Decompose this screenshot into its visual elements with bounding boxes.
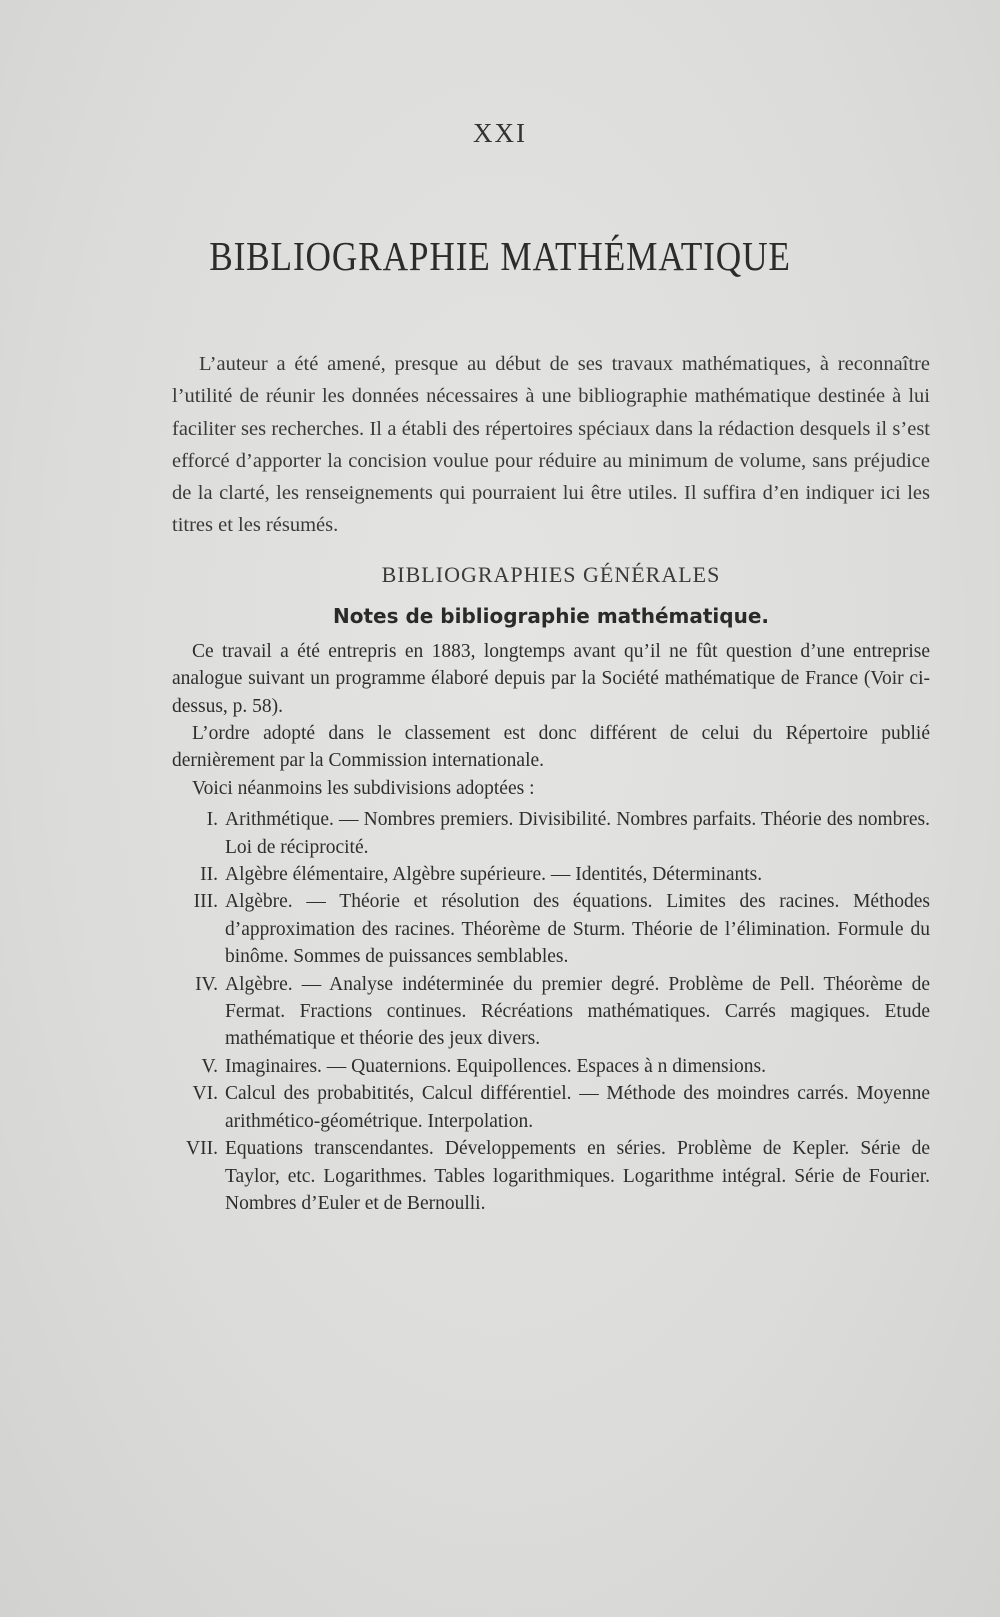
subdivision-item bbox=[172, 806, 930, 861]
subdivision-item bbox=[172, 861, 930, 888]
section-title: BIBLIOGRAPHIES GÉNÉRALES bbox=[381, 561, 721, 587]
subdivision-item bbox=[172, 1135, 930, 1217]
subdivision-number: V. bbox=[201, 1055, 218, 1077]
subdivision-text: Arithmétique. — Nombres premiers. Divisibilité. Nombres parfaits. Théorie des nombres. Loi de réciprocité. bbox=[225, 809, 930, 858]
subdivision-text: Algèbre. — Analyse indéterminée du premier degré. Problème de Pell. Théorème de Fermat. Fractions continues. Récréations mathématiques. Carrés magiques. Etude mathématique et théorie des jeux divers. bbox=[225, 973, 930, 1050]
subdivision-text: Algèbre élémentaire, Algèbre supérieure. — Identités, Déterminants. bbox=[225, 864, 763, 886]
subdivision-number: VII. bbox=[186, 1138, 218, 1160]
page-title: BIBLIOGRAPHIE MATHÉMATIQUE bbox=[209, 233, 791, 279]
page-content bbox=[172, 348, 930, 1217]
subdivision-text: Equations transcendantes. Développements en séries. Problème de Kepler. Série de Taylor, etc. Logarithmes. Tables logarithmiques. Logarithme intégral. Série de Fourier. Nombres d’Euler et de Bernoulli. bbox=[225, 1138, 930, 1214]
subsection-title: Notes de bibliographie mathématique. bbox=[332, 603, 770, 628]
subdivision-item bbox=[172, 971, 930, 1053]
subdivision-text: Calcul des probabitités, Calcul différentiel. — Méthode des moindres carrés. Moyenne arithmético-géométrique. Interpolation. bbox=[225, 1083, 930, 1132]
subdivision-number: II. bbox=[200, 864, 218, 886]
subdivision-item bbox=[172, 1053, 930, 1080]
section-paragraph-1: Ce travail a été entrepris en 1883, longtemps avant qu’il ne fût question d’une entreprise analogue suivant un programme élaboré depuis par la Société mathématique de France (Voir ci-dessus, p. 58). bbox=[172, 640, 930, 717]
page-number: XXI bbox=[473, 118, 527, 148]
subdivision-list bbox=[172, 806, 930, 1217]
section-paragraph-3: Voici néanmoins les subdivisions adoptées : bbox=[192, 777, 535, 799]
subdivision-number: I. bbox=[206, 809, 218, 831]
subdivision-number: III. bbox=[193, 891, 218, 913]
subdivision-item bbox=[172, 1080, 930, 1135]
subdivision-number: VI. bbox=[192, 1083, 218, 1105]
subdivision-item bbox=[172, 888, 930, 970]
subdivision-number: IV. bbox=[195, 973, 218, 995]
intro-paragraph: L’auteur a été amené, presque au début de ses travaux mathématiques, à reconnaître l’utilité de réunir les données nécessaires à une bibliographie mathématique destinée à lui faciliter ses recherches. Il a établi des répertoires spéciaux dans la rédaction desquels il s’est efforcé d’apporter la concision voulue pour réduire au minimum de volume, sans préjudice de la clarté, les renseignements qui pourraient lui être utiles. Il suffira d’en indiquer ici les titres et les résumés. bbox=[172, 353, 930, 537]
subdivision-text: Algèbre. — Théorie et résolution des équations. Limites des racines. Méthodes d’approximation des racines. Théorème de Sturm. Théorie de l’élimination. Formule du binôme. Sommes de puissances semblables. bbox=[225, 891, 930, 968]
subdivision-text: Imaginaires. — Quaternions. Equipollences. Espaces à n dimensions. bbox=[225, 1055, 766, 1077]
section-paragraph-2: L’ordre adopté dans le classement est donc différent de celui du Répertoire publié dernièrement par la Commission internationale. bbox=[172, 723, 930, 772]
